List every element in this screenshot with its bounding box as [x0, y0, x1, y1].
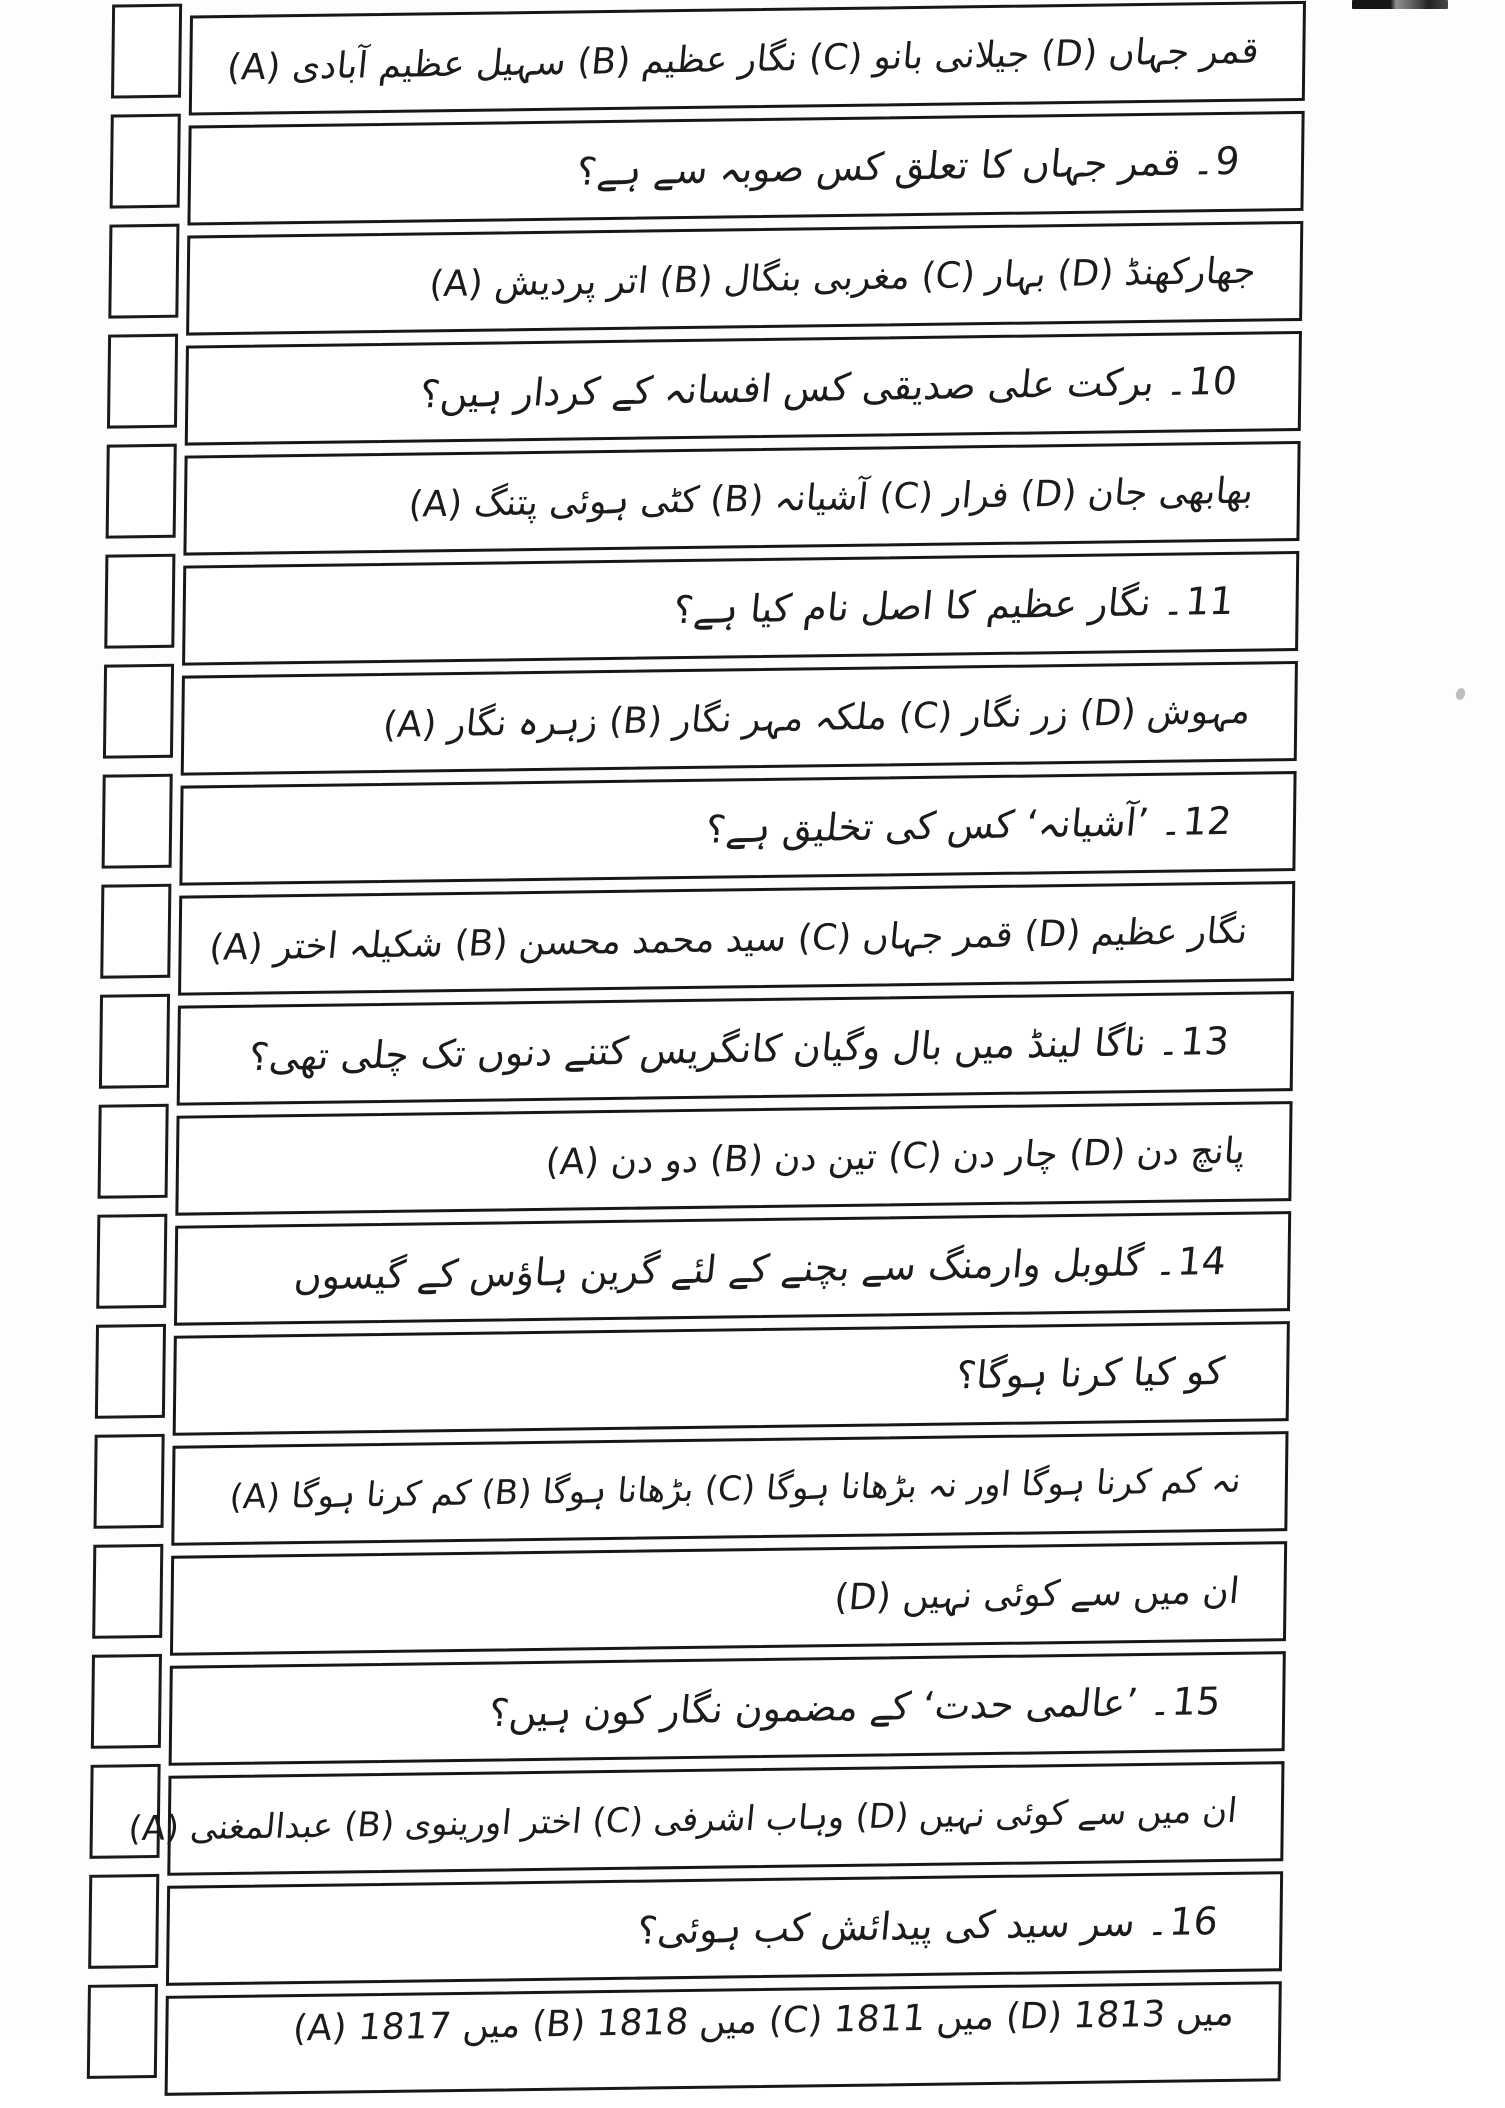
answer-mark-box [103, 664, 174, 759]
handwritten-options-text: (A) شکیلہ اختر (B) سید محمد محسن (C) قمر جہاں (D) نگار عظیم [207, 910, 1250, 970]
row-text-box [170, 1541, 1287, 1656]
handwritten-options-text: (A) دو دن (B) تین دن (C) چار دن (D) پانچ دن [543, 1130, 1247, 1184]
row-question-15 [0, 1649, 1485, 1769]
answer-mark-box [110, 114, 181, 209]
row-question-10 [0, 328, 1501, 448]
row-options-q8 [0, 0, 1505, 118]
answer-mark-box [95, 1324, 166, 1419]
answer-mark-box [91, 1654, 162, 1749]
handwritten-options-text: (A) زہرہ نگار (B) ملکہ مہر نگار (C) زر نگار (D) مہوش [381, 690, 1253, 747]
answer-mark-box [98, 1104, 169, 1199]
handwritten-options-text: (A) سہیل عظیم آبادی (B) نگار عظیم (C) جیلانی بانو (D) قمر جہاں [224, 30, 1261, 89]
row-text-box [166, 1871, 1283, 1986]
row-question-16 [0, 1869, 1482, 1989]
answer-mark-box [100, 884, 171, 979]
answer-mark-box [104, 554, 175, 649]
answer-mark-box [99, 994, 170, 1089]
row-options-q14-option-d [0, 1539, 1486, 1659]
row-options-q11 [0, 658, 1497, 778]
handwritten-question-text: 9۔ قمر جہاں کا تعلق کس صوبہ سے ہے؟ [574, 138, 1242, 194]
row-text-box [185, 331, 1302, 446]
handwritten-question-text: 13۔ ناگا لینڈ میں بال وگیان کانگریس کتنے دنوں تک چلی تھی؟ [246, 1018, 1231, 1080]
answer-mark-box [88, 1874, 159, 1969]
handwritten-question-text: کو کیا کرنا ہوگا؟ [954, 1348, 1227, 1398]
row-question-12 [0, 768, 1496, 888]
row-text-box [183, 441, 1300, 556]
handwritten-options-text: (A) کم کرنا ہوگا (B) بڑھانا ہوگا (C) نہ کم کرنا ہوگا اور نہ بڑھانا ہوگا [227, 1460, 1243, 1518]
row-options-q15 [0, 1759, 1483, 1879]
row-text-box [189, 1, 1306, 116]
row-options-q12 [0, 878, 1494, 998]
row-question-11 [0, 548, 1498, 668]
row-text-box [178, 881, 1295, 996]
row-text-box [182, 551, 1299, 666]
answer-mark-box [87, 1984, 158, 2079]
row-options-q16-cut-off [0, 1979, 1481, 2099]
handwritten-question-text: 12۔ ’آشیانہ‘ کس کی تخلیق ہے؟ [703, 798, 1234, 852]
answer-mark-box [94, 1434, 165, 1529]
answer-mark-box [111, 4, 182, 99]
row-options-q14 [0, 1429, 1488, 1549]
answer-mark-box [106, 444, 177, 539]
handwritten-question-text: 11۔ نگار عظیم کا اصل نام کیا ہے؟ [671, 578, 1236, 633]
answer-mark-box [108, 224, 179, 319]
handwritten-question-text: 16۔ سر سید کی پیدائش کب ہوئی؟ [635, 1899, 1220, 1953]
handwritten-options-text: (A) اتر پردیش (B) مغربی بنگال (C) بہار (D) جھارکھنڈ [427, 250, 1258, 306]
row-text-box [174, 1211, 1291, 1326]
row-text-box [126, 1761, 1284, 1876]
row-question-9 [0, 108, 1504, 228]
row-question-14-line2 [0, 1319, 1489, 1439]
answer-mark-box [102, 774, 173, 869]
row-text-box [175, 1101, 1292, 1216]
row-text-box [165, 1981, 1282, 2096]
handwritten-question-text: 10۔ برکت علی صدیقی کس افسانہ کے کردار ہیں؟ [417, 358, 1239, 417]
row-text-box [179, 771, 1296, 886]
handwritten-options-text: (A) کٹی ہوئی پتنگ (B) آشیانہ (C) فرار (D) بھابھی جان [406, 470, 1256, 526]
row-text-box [181, 661, 1298, 776]
row-question-14-line1 [0, 1208, 1490, 1328]
row-options-q10 [0, 438, 1500, 558]
row-text-box [169, 1651, 1286, 1766]
answer-mark-box [107, 334, 178, 429]
handwritten-options-text: (A) عبدالمغنی (B) اختر اورینوی (C) وہاب اشرفی (D) ان میں سے کوئی نہیں [126, 1790, 1239, 1850]
row-text-box [171, 1431, 1288, 1546]
handwritten-options-text: (D) ان میں سے کوئی نہیں [832, 1570, 1242, 1619]
row-text-box [177, 991, 1294, 1106]
row-text-box [187, 111, 1304, 226]
row-options-q13 [0, 1098, 1492, 1218]
answer-mark-box [92, 1544, 163, 1639]
handwritten-question-text: 14۔ گلوبل وارمنگ سے بچنے کے لئے گرین ہاؤس کے گیسوں [291, 1238, 1228, 1299]
answer-mark-box [96, 1214, 167, 1309]
row-text-box [186, 221, 1303, 336]
row-question-13 [0, 988, 1493, 1108]
handwritten-question-text: 15۔ ’عالمی حدت‘ کے مضمون نگار کون ہیں؟ [486, 1679, 1223, 1736]
handwritten-options-text: (A) 1817 میں (B) 1818 میں (C) 1811 میں (D) 1813 میں [291, 1992, 1237, 2050]
row-text-box [173, 1321, 1290, 1436]
row-options-q9 [0, 218, 1502, 338]
